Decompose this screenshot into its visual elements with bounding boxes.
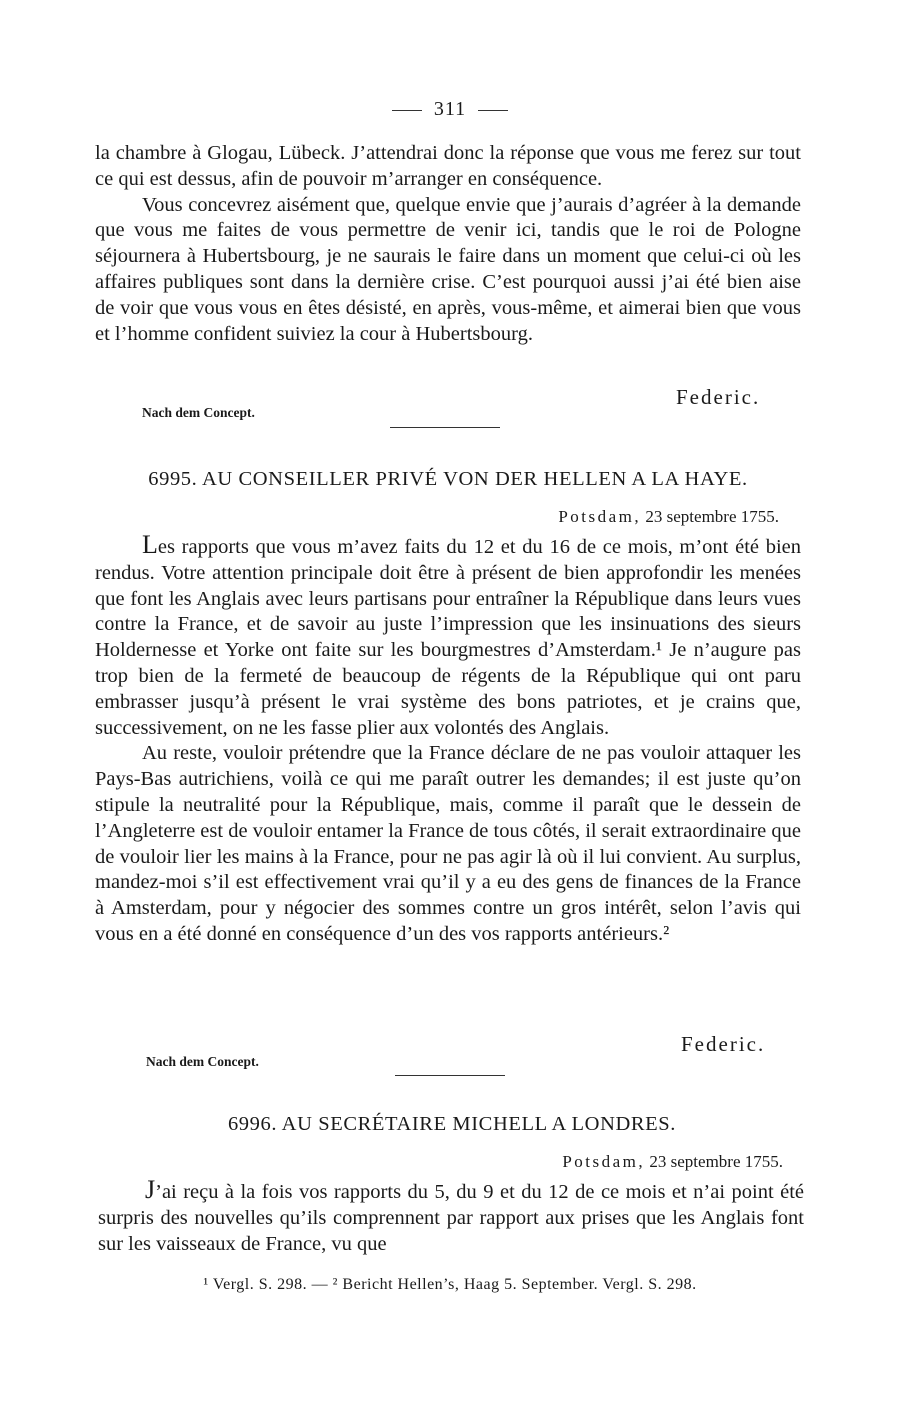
continuation-source-note: Nach dem Concept. xyxy=(142,405,255,420)
letter-6995-source-note: Nach dem Concept. xyxy=(146,1054,259,1069)
letter-6995-signature: Federic. xyxy=(681,1032,766,1056)
letter-6996-paragraph-1-text: ’ai reçu à la fois vos rapports du 5, du 9 et du 12 de ce mois et n’ai point été surpris des nouvelles qu’ils comprennent par rapport aux prises que les Anglais font sur les vaisseaux de France, vu que xyxy=(98,1181,804,1255)
letter-6996-dropcap: J xyxy=(145,1175,156,1204)
letter-6995-place: Potsdam, xyxy=(558,507,642,526)
continuation-paragraph-1: la chambre à Glogau, Lübeck. J’attendrai donc la réponse que vous me ferez sur tout ce qui est dessus, afin de pouvoir m’arranger en conséquence. xyxy=(95,142,801,190)
letter-6995-dateline xyxy=(558,507,779,527)
letter-6996-place: Potsdam, xyxy=(562,1152,646,1171)
letter-6996-body xyxy=(98,1177,804,1257)
continuation-paragraph-2: Vous concevrez aisément que, quelque envie que j’aurais d’agréer à la demande que vous me faites de vous permettre de venir ici, tandis que le roi de Pologne séjournera à Hubertsbourg, je ne saurais le faire dans un moment que celui-ci où les affaires publiques sont dans la dernière crise. C’est pourquoi aussi j’ai été bien aise de voir que vous vous en êtes désisté, en après, vous-même, et aimerai bien que vous et l’homme confident suiviez la cour à Hubertsbourg. xyxy=(95,193,801,345)
footnotes: ¹ Vergl. S. 298. — ² Bericht Hellen’s, Haag 5. September. Vergl. S. 298. xyxy=(203,1276,697,1293)
letter-6995-heading: 6995. AU CONSEILLER PRIVÉ VON DER HELLEN A LA HAYE. xyxy=(148,468,748,490)
continuation-signature: Federic. xyxy=(676,385,761,409)
letter-6995-paragraph-1-text: es rapports que vous m’avez faits du 12 et du 16 de ce mois, m’ont été bien rendus. Votre attention principale doit être à présent de bien approfondir les menées que font les Anglais avec leurs partisans pour entraîner la République dans leurs vues contre la France, et de savoir au juste l’impression que les insinuations des sieurs Holdernesse et Yorke ont faite sur les bourgmestres d’Amsterdam.¹ Je n’augure pas trop bien de la fermeté de beaucoup de régents de la République qui ont paru embrasser jusqu’à présent le vrai système des bons patriotes, et je crains que, successivement, on ne les fasse plier aux volontés des Anglais. xyxy=(95,536,801,739)
header-dash-right xyxy=(478,110,508,111)
letter-6995-paragraph-1 xyxy=(95,532,801,741)
letter-6995-paragraph-2: Au reste, vouloir prétendre que la France déclare de ne pas vouloir attaquer les Pays-Bas autrichiens, voilà ce qui me paraît outrer les demandes; il est juste qu’on stipule la neutralité pour la République, mais, comme il paraît que le dessein de l’Angleterre est de vouloir entamer la France de tous côtés, il serait extraordinaire que de vouloir lier les mains à la France, pour ne pas agir là où il lui convient. Au surplus, mandez-moi s’il est effectivement vrai qu’il y a eu des gens de finances de la France à Amsterdam, pour y négocier des sommes contre un gros intérêt, selon l’avis qui vous en a été donné en conséquence d’un des vos rapports antérieurs.² xyxy=(95,742,801,945)
letter-6996-paragraph-1 xyxy=(98,1177,804,1257)
continuation-body xyxy=(95,141,801,347)
letter-6996-date: 23 septembre 1755. xyxy=(649,1152,783,1171)
section-divider-2 xyxy=(395,1075,505,1076)
section-divider-1 xyxy=(390,427,500,428)
page-number: 311 xyxy=(433,98,467,120)
letter-6995-body xyxy=(95,532,801,948)
letter-6996-dateline xyxy=(562,1152,783,1172)
letter-6995-date: 23 septembre 1755. xyxy=(645,507,779,526)
letter-6996-heading: 6996. AU SECRÉTAIRE MICHELL A LONDRES. xyxy=(227,1113,677,1135)
header-dash-left xyxy=(392,110,422,111)
page-header xyxy=(0,98,900,121)
letter-6995-dropcap: L xyxy=(142,530,158,559)
